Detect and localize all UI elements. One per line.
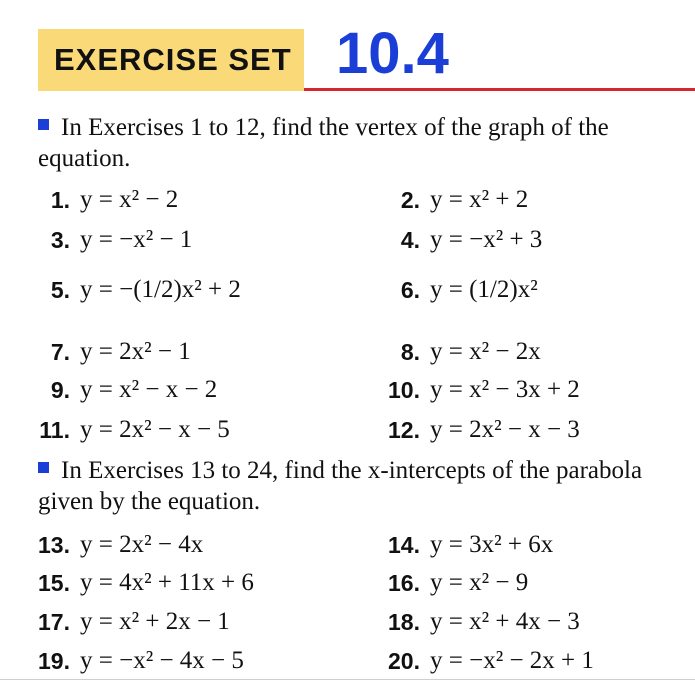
page-bottom-divider <box>0 679 695 680</box>
exercise-equation: y = 3x² + 6x <box>430 531 554 558</box>
exercise-equation: y = 4x² + 11x + 6 <box>80 569 254 596</box>
exercise-equation: y = −x² + 3 <box>430 226 543 253</box>
exercise-number: 20. <box>388 648 420 674</box>
exercise-item <box>0 525 340 565</box>
exercise-number: 6. <box>400 277 420 303</box>
exercise-number: 9. <box>50 377 70 403</box>
exercise-item <box>350 180 690 220</box>
exercise-item <box>350 563 690 603</box>
exercise-equation: y = −x² − 1 <box>80 226 193 253</box>
instruction-section-1 <box>38 112 678 174</box>
exercise-equation: y = −(1/2)x² + 2 <box>80 276 241 303</box>
exercise-item <box>350 525 690 565</box>
exercise-item <box>0 602 340 642</box>
exercise-number: 7. <box>50 339 70 365</box>
header-rule-line <box>304 88 695 91</box>
exercise-item <box>350 220 690 260</box>
exercise-number: 12. <box>388 417 420 443</box>
exercise-set-label-box <box>38 29 304 91</box>
exercise-equation: y = −x² − 4x − 5 <box>80 647 244 674</box>
bullet-square-icon <box>38 462 49 473</box>
exercise-equation: y = −x² − 2x + 1 <box>430 647 594 674</box>
instruction-text-2: In Exercises 13 to 24, find the x-intercepts of the parabola given by the equation. <box>38 457 643 515</box>
exercise-item <box>0 332 340 372</box>
exercise-number: 18. <box>388 609 420 635</box>
exercise-item <box>350 332 690 372</box>
exercise-number: 1. <box>50 187 70 213</box>
exercise-equation: y = 2x² − x − 5 <box>80 416 230 443</box>
exercise-set-number: 10.4 <box>336 21 449 86</box>
exercise-number: 13. <box>38 532 70 558</box>
exercise-number: 2. <box>400 187 420 213</box>
exercise-item <box>0 563 340 603</box>
exercise-header <box>0 0 695 100</box>
exercise-item <box>350 602 690 642</box>
instruction-text-1: In Exercises 1 to 12, find the vertex of the graph of the equation. <box>38 114 609 172</box>
exercise-number: 17. <box>38 609 70 635</box>
exercise-item <box>0 370 340 410</box>
exercise-item <box>0 641 340 681</box>
exercise-equation: y = x² − 3x + 2 <box>430 376 580 403</box>
exercise-equation: y = 2x² − x − 3 <box>430 416 580 443</box>
exercise-equation: y = x² + 2 <box>430 186 529 213</box>
bullet-square-icon <box>38 119 49 130</box>
exercise-number: 16. <box>388 570 420 596</box>
exercise-number: 15. <box>38 570 70 596</box>
exercise-item <box>0 410 340 450</box>
exercise-number: 3. <box>50 227 70 253</box>
exercise-equation: y = x² + 2x − 1 <box>80 608 230 635</box>
exercise-equation: y = 2x² − 1 <box>80 338 191 365</box>
exercise-number: 4. <box>400 227 420 253</box>
exercise-number: 19. <box>38 648 70 674</box>
exercise-equation: y = (1/2)x² <box>430 276 538 303</box>
exercise-item <box>350 641 690 681</box>
exercise-equation: y = 2x² − 4x <box>80 531 204 558</box>
exercise-equation: y = x² − 9 <box>430 569 529 596</box>
instruction-section-2 <box>38 455 678 517</box>
exercise-equation: y = x² − 2 <box>80 186 179 213</box>
exercise-set-label: EXERCISE SET <box>54 42 292 77</box>
exercise-item <box>0 270 340 310</box>
exercise-equation: y = x² − x − 2 <box>80 376 218 403</box>
exercise-number: 14. <box>388 532 420 558</box>
exercise-item <box>350 370 690 410</box>
exercise-equation: y = x² + 4x − 3 <box>430 608 580 635</box>
exercise-number: 11. <box>39 417 70 443</box>
exercise-number: 10. <box>388 377 420 403</box>
exercise-item <box>350 270 690 310</box>
exercise-number: 5. <box>50 277 70 303</box>
exercise-equation: y = x² − 2x <box>430 338 541 365</box>
exercise-item <box>0 220 340 260</box>
exercise-item <box>350 410 690 450</box>
exercise-number: 8. <box>400 339 420 365</box>
exercise-item <box>0 180 340 220</box>
